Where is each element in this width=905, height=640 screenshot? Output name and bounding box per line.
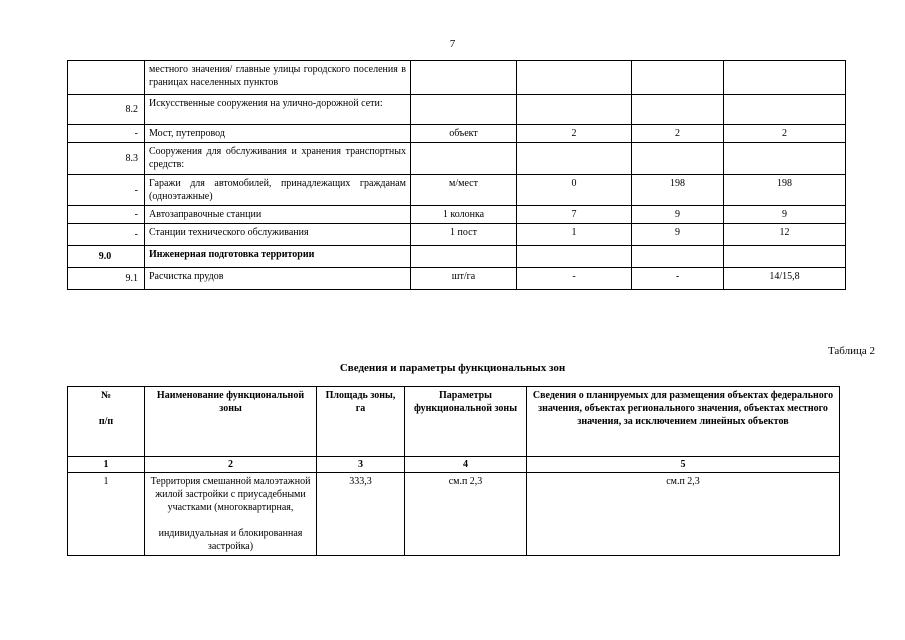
value-cell — [632, 143, 724, 175]
page-number: 7 — [449, 38, 456, 50]
value-cell — [517, 61, 632, 95]
row-number: 8.3 — [68, 143, 145, 175]
value-cell — [517, 246, 632, 268]
indicators-table-body — [68, 61, 846, 290]
indicator-name: Автозаправочные станции — [145, 206, 411, 224]
column-index-row — [68, 457, 840, 473]
value-cell: 12 — [724, 224, 846, 246]
column-index: 4 — [405, 457, 527, 473]
value-cell: 9 — [724, 206, 846, 224]
row-number: - — [68, 224, 145, 246]
value-cell: 9 — [632, 206, 724, 224]
row-number — [68, 61, 145, 95]
value-cell — [724, 95, 846, 125]
indicator-name: Мост, путепровод — [145, 125, 411, 143]
table-row — [68, 224, 846, 246]
value-cell: 0 — [517, 175, 632, 206]
value-cell: 2 — [517, 125, 632, 143]
value-cell — [517, 143, 632, 175]
indicators-table — [67, 60, 846, 290]
value-cell — [724, 143, 846, 175]
column-header: Площадь зоны, га — [317, 387, 405, 457]
table-cell: 1 — [68, 473, 145, 556]
column-index: 1 — [68, 457, 145, 473]
column-header: № п/п — [68, 387, 145, 457]
table-title: Сведения и параметры функциональных зон — [339, 362, 566, 374]
value-cell — [724, 246, 846, 268]
value-cell: 2 — [632, 125, 724, 143]
value-cell: 2 — [724, 125, 846, 143]
value-cell: 1 — [517, 224, 632, 246]
value-cell — [632, 95, 724, 125]
table-row — [68, 143, 846, 175]
indicator-name: Сооружения для обслуживания и хранения транспортных средств: — [145, 143, 411, 175]
value-cell: 198 — [724, 175, 846, 206]
value-cell — [517, 95, 632, 125]
row-number: 9.0 — [68, 246, 145, 268]
indicator-name: местного значения/ главные улицы городского поселения в границах населенных пунктов — [145, 61, 411, 95]
value-cell: 9 — [632, 224, 724, 246]
column-header: Сведения о планируемых для размещения объектах федерального значения, объектах регионального значения, объектах местного значения, за исключением линейных объектов — [527, 387, 840, 457]
value-cell: - — [517, 268, 632, 290]
column-header: Наименование функциональной зоны — [145, 387, 317, 457]
row-number: 9.1 — [68, 268, 145, 290]
column-header: Параметры функциональной зоны — [405, 387, 527, 457]
table-row — [68, 268, 846, 290]
indicator-name: Гаражи для автомобилей, принадлежащих гражданам (одноэтажные) — [145, 175, 411, 206]
zone-name: Территория смешанной малоэтажной жилой застройки с приусадебными участками (многоквартирная, индивидуальная и блокированная застройка) — [145, 473, 317, 556]
unit-cell: объект — [411, 125, 517, 143]
functional-zones-table-body — [68, 387, 840, 556]
unit-cell: м/мест — [411, 175, 517, 206]
value-cell — [632, 246, 724, 268]
table-row — [68, 175, 846, 206]
unit-cell: 1 колонка — [411, 206, 517, 224]
value-cell: - — [632, 268, 724, 290]
unit-cell — [411, 95, 517, 125]
row-number: - — [68, 175, 145, 206]
value-cell: 14/15,8 — [724, 268, 846, 290]
table-cell: см.п 2,3 — [405, 473, 527, 556]
column-index: 3 — [317, 457, 405, 473]
unit-cell: шт/га — [411, 268, 517, 290]
indicator-name: Искусственные сооружения на улично-дорожной сети: — [145, 95, 411, 125]
table-caption: Таблица 2 — [827, 345, 875, 357]
unit-cell — [411, 61, 517, 95]
table-row — [68, 95, 846, 125]
table-cell: 333,3 — [317, 473, 405, 556]
header-row — [68, 387, 840, 457]
unit-cell: 1 пост — [411, 224, 517, 246]
indicator-name: Расчистка прудов — [145, 268, 411, 290]
column-index: 5 — [527, 457, 840, 473]
table-cell: см.п 2,3 — [527, 473, 840, 556]
value-cell: 198 — [632, 175, 724, 206]
row-number: - — [68, 206, 145, 224]
value-cell — [724, 61, 846, 95]
unit-cell — [411, 246, 517, 268]
value-cell — [632, 61, 724, 95]
indicator-name: Инженерная подготовка территории — [145, 246, 411, 268]
column-index: 2 — [145, 457, 317, 473]
table-row — [68, 206, 846, 224]
table-row — [68, 473, 840, 556]
functional-zones-table — [67, 386, 840, 556]
table-row — [68, 61, 846, 95]
row-number: 8.2 — [68, 95, 145, 125]
table-row — [68, 125, 846, 143]
table-row — [68, 246, 846, 268]
row-number: - — [68, 125, 145, 143]
unit-cell — [411, 143, 517, 175]
value-cell: 7 — [517, 206, 632, 224]
indicator-name: Станции технического обслуживания — [145, 224, 411, 246]
